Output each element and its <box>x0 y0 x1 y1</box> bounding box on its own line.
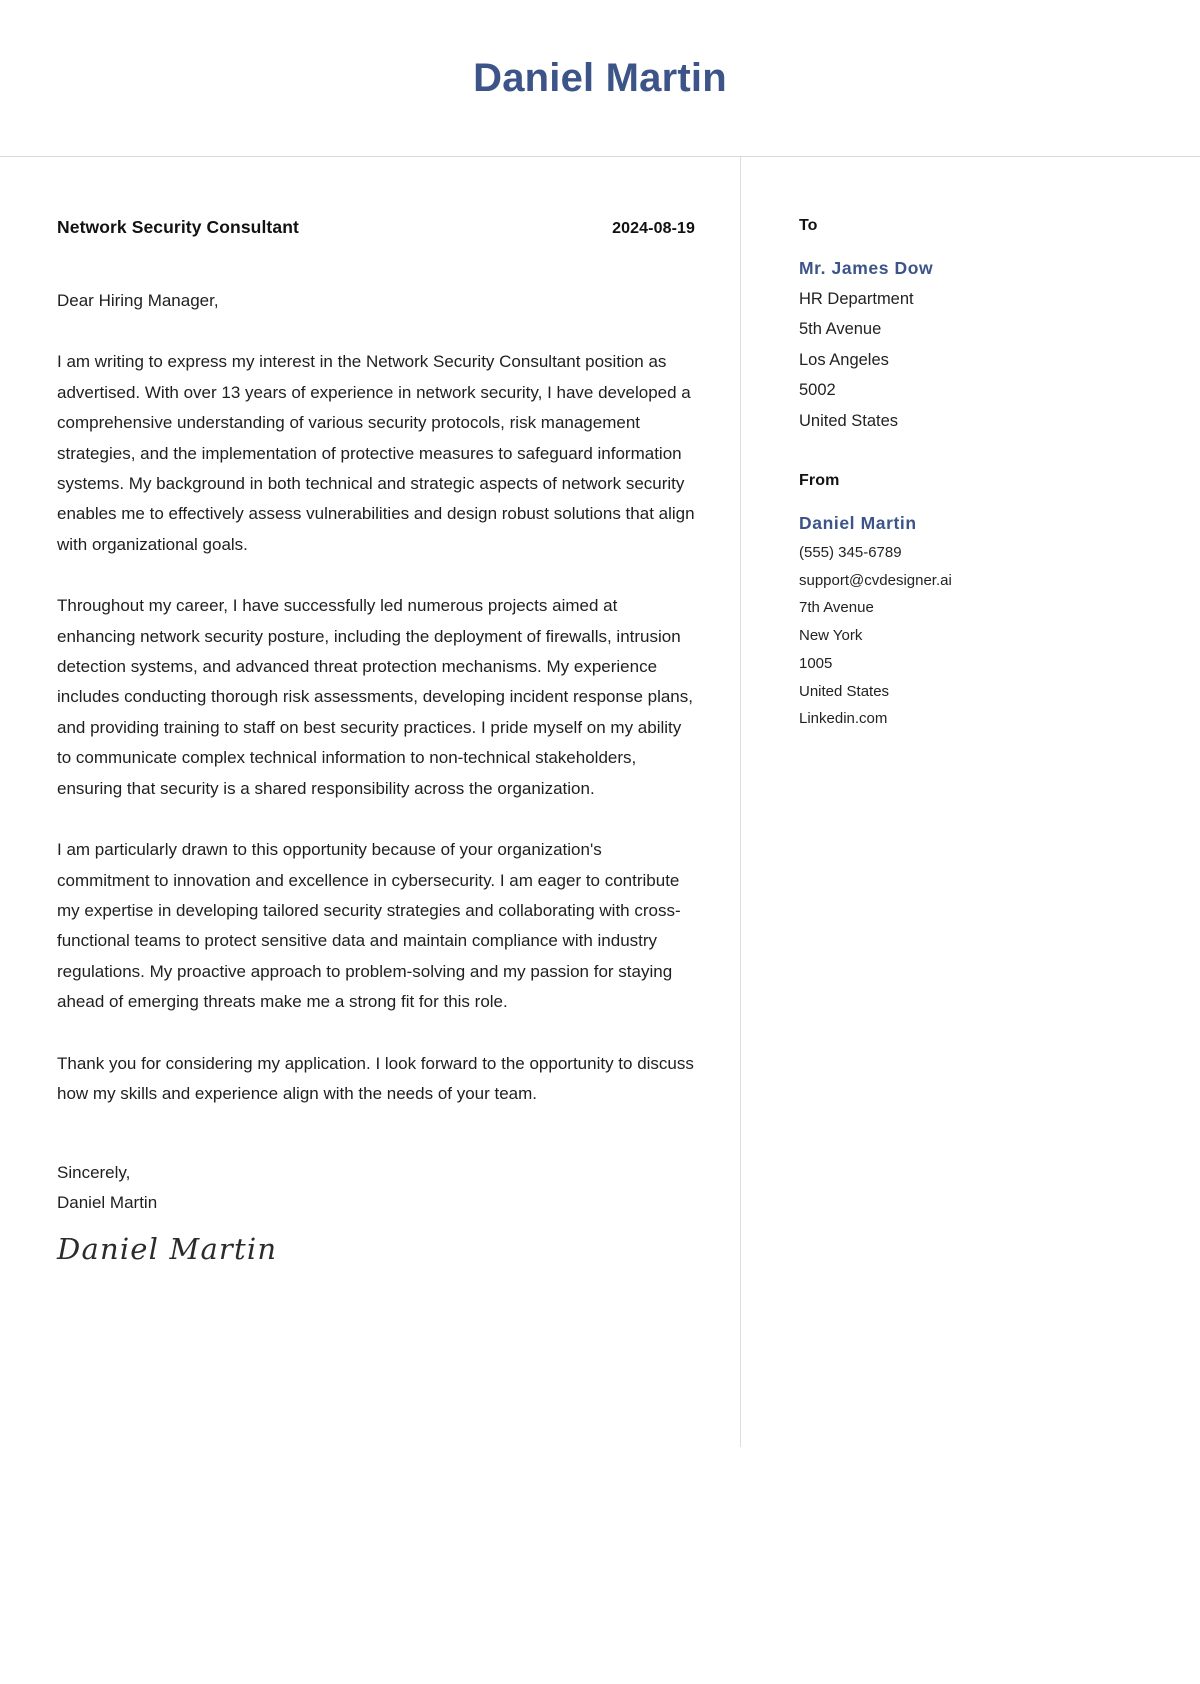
closing-word: Sincerely, <box>57 1162 131 1182</box>
closing-name: Daniel Martin <box>57 1192 158 1212</box>
address-sidebar <box>741 157 1200 1447</box>
letter-paragraph: Throughout my career, I have successfully led numerous projects aimed at enhancing network security posture, including the deployment of firewalls, intrusion detection systems, and advanced threat protection mechanisms. My experience includes conducting thorough risk assessments, developing incident response plans, and providing training to staff on best security practices. I pride myself on my ability to communicate complex technical information to non-technical stakeholders, ensuring that security is a shared responsibility across the organization. <box>57 596 693 798</box>
recipient-name: Mr. James Dow <box>799 258 934 278</box>
sender-block <box>799 508 1160 733</box>
applicant-name-heading: Daniel Martin <box>473 56 727 100</box>
sender-line: United States <box>799 682 890 700</box>
recipient-line: 5th Avenue <box>799 320 882 339</box>
recipient-line: 5002 <box>799 381 836 400</box>
letter-paragraph: I am particularly drawn to this opportunity because of your organization's commitment to innovation and excellence in cybersecurity. I am eager to contribute my expertise in developing tailored security strategies and collaborating with cross-functional teams to protect sensitive data and maintain compliance with industry regulations. My proactive approach to problem-solving and my passion for staying ahead of emerging threats make me a strong fit for this role. <box>57 840 681 1012</box>
sender-line: 1005 <box>799 654 833 672</box>
recipient-line: Los Angeles <box>799 350 889 369</box>
recipient-line: HR Department <box>799 289 914 308</box>
letter-closing <box>57 1158 695 1266</box>
salutation: Dear Hiring Manager, <box>57 291 219 310</box>
letter-paragraph: Thank you for considering my application. I look forward to the opportunity to discuss how my skills and experience align with the needs of your team. <box>57 1053 694 1104</box>
job-title: Network Security Consultant <box>57 217 299 237</box>
letter-date: 2024-08-19 <box>612 220 695 237</box>
sender-website: Linkedin.com <box>799 710 888 728</box>
sender-phone: (555) 345-6789 <box>799 543 902 561</box>
document-header <box>0 0 1200 157</box>
sender-email: support@cvdesigner.ai <box>799 571 952 589</box>
sender-line: New York <box>799 627 863 645</box>
from-label: From <box>799 472 840 490</box>
handwritten-signature: Daniel Martin <box>57 1232 278 1267</box>
recipient-block <box>799 253 1160 436</box>
sender-line: 7th Avenue <box>799 599 874 617</box>
sender-name: Daniel Martin <box>799 513 917 534</box>
sidebar-spacer <box>799 436 1160 472</box>
letter-paragraph: I am writing to express my interest in the Network Security Consultant position as advertised. With over 13 years of experience in network security, I have developed a comprehensive understanding of various security protocols, risk management strategies, and the implementation of protective measures to safeguard information systems. My background in both technical and strategic aspects of network security enables me to effectively assess vulnerabilities and design robust solutions that align with organizational goals. <box>57 352 695 554</box>
letter-header-row <box>57 217 695 238</box>
recipient-line: United States <box>799 411 899 430</box>
document-body <box>0 157 1200 1447</box>
to-label: To <box>799 217 818 234</box>
letter-column <box>0 157 741 1447</box>
